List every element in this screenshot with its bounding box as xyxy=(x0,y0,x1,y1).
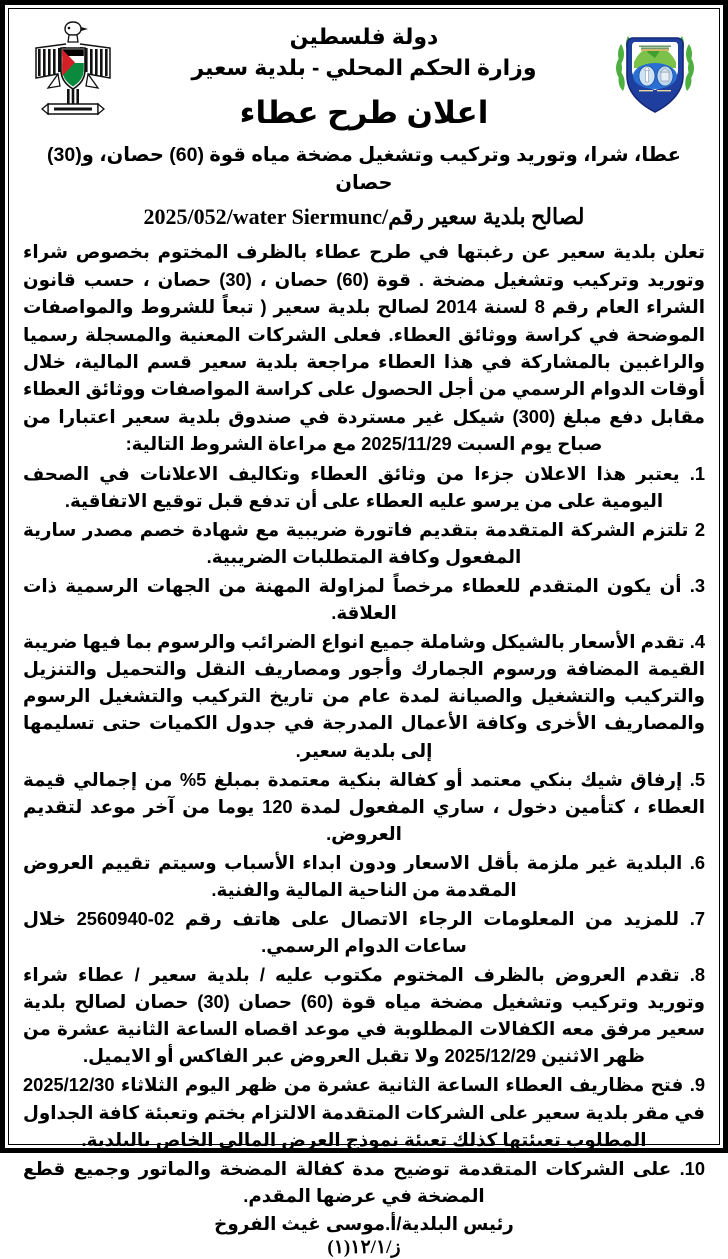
signature-row xyxy=(21,1211,707,1237)
beneficiary-label: لصالح بلدية سعير رقم/ xyxy=(382,203,585,229)
tender-reference-line xyxy=(21,202,707,232)
condition-item: 5. إرفاق شيك بنكي معتمد أو كفالة بنكية معتمدة بمبلغ 5% من إجمالي قيمة العطاء ، كتأمين دخول ، ساري المفعول لمدة 120 يوما من آخر موعد لتقديم العروض. xyxy=(23,768,706,844)
reference-number: /water Siermunc xyxy=(226,203,383,229)
sair-municipality-emblem-logo xyxy=(603,16,707,118)
page-title: اعلان طرح عطاء xyxy=(239,95,489,131)
condition-item: 3. أن يكون المتقدم للعطاء مرخصاً لمزاولة المهنة من الجهات الرسمية ذات العلاقة. xyxy=(23,575,705,624)
condition-item: 2 تلتزم الشركة المتقدمة بتقديم فاتورة ضريبية مع شهادة خصم مصدر سارية المفعول وكافة المتطلبات الضريبية. xyxy=(23,518,705,567)
conditions-list xyxy=(21,458,707,1209)
condition-item: 9. فتح مظاريف العطاء الساعة الثانية عشرة من ظهر اليوم الثلاثاء 2025/12/30 في مقر بلدية سعير على الشركات المتقدمة الالتزام بختم وتعبئة كافة الجداول المطلوب تعبئتها كذلك تعبئة نموذج العرض المالي الخاص بالبلدية. xyxy=(23,1074,705,1150)
page-border-frame xyxy=(8,8,720,1259)
condition-item: 8. تقدم العروض بالظرف المختوم مكتوب عليه / بلدية سعير / عطاء شراء وتوريد وتركيب وتشغيل مضخة مياه قوة (60) حصان (30) حصان لصالح بلدية سعير مرفق معه الكفالات المطلوبة في موعد اقصاه الساعة الثانية عشرة من ظهر الاثنين 2025/12/29 ولا تقبل العروض عبر الفاكس أو الايميل. xyxy=(23,964,705,1067)
palestine-coat-of-arms-logo xyxy=(21,16,125,120)
eagle-of-saladin-icon xyxy=(28,18,118,120)
document-header xyxy=(21,16,707,133)
condition-item: 7. للمزيد من المعلومات الرجاء الاتصال على هاتف رقم 02-2560940 خلال ساعات الدوام الرسمي. xyxy=(23,907,705,957)
footer-reference-code: ز/١٢/١(١) xyxy=(327,1237,401,1259)
condition-item: 1. يعتبر هذا الاعلان جزءا من وثائق العطاء وتكاليف الاعلانات في الصحف اليومية على من يرسو عليه العطاء على أن تدفع قبل توقيع الاتفاقية. xyxy=(23,462,705,511)
condition-item: 6. البلدية غير ملزمة بأقل الاسعار ودون ابداء الأسباب وسيتم تقييم العروض المقدمة من الناحية المالية والفنية. xyxy=(23,851,705,900)
state-name: دولة فلسطين xyxy=(289,24,439,49)
mayor-signature: رئيس البلدية/أ.موسى غيث الفروخ xyxy=(214,1212,514,1234)
condition-item: 4. تقدم الأسعار بالشيكل وشاملة جميع انواع الضرائب والرسوم بما فيها ضريبة القيمة المضافة ورسوم الجمارك وأجور ومصاريف النقل والتحميل والتنزيل والتركيب والتشغيل والصيانة لمدة عام من تاريخ التركيب والتشغيل الرسوم والمصاريف الأخرى وكافة الأعمال المدرجة في جدول الكميات حتى تسليمها إلى بلدية سعير. xyxy=(23,631,705,761)
reference-year-number: 2025/052 xyxy=(143,203,227,229)
tender-subject-line: عطا، شرا، وتوريد وتركيب وتشغيل مضخة مياه قوة (60) حصان، و(30) حصان xyxy=(47,144,681,194)
introduction-paragraph: تعلن بلدية سعير عن رغبتها في طرح عطاء بالظرف المختوم بخصوص شراء وتوريد وتركيب وتشغيل مضخة . قوة (60) حصان ، (30) حصان ، حسب قانون الشراء العام رقم 8 لسنة 2014 لصالح بلدية سعير ( تبعاً للشروط والمواصفات الموضحة في كراسة ووثائق العطاء. فعلى الشركات المعنية والمسجلة رسميا والراغبين بالمشاركة في هذا العطاء مراجعة بلدية سعير قسم المالية، خلال أوقات الدوام الرسمي من أجل الحصول على كراسة المواصفات ووثائق العطاء مقابل دفع مبلغ (300) شيكل غير مستردة في صندوق بلدية سعير اعتبارا من صباح يوم السبت 2025/11/29 مع مراعاة الشروط التالية: xyxy=(23,241,705,455)
header-title-block xyxy=(125,16,603,133)
ministry-name: وزارة الحكم المحلي - بلدية سعير xyxy=(191,54,537,80)
condition-item: 10. على الشركات المتقدمة توضيح مدة كفالة المضخة والماتور وجميع قطع المضخة في عرضها المقدم. xyxy=(23,1157,705,1206)
sair-municipality-emblem-icon xyxy=(607,18,703,118)
